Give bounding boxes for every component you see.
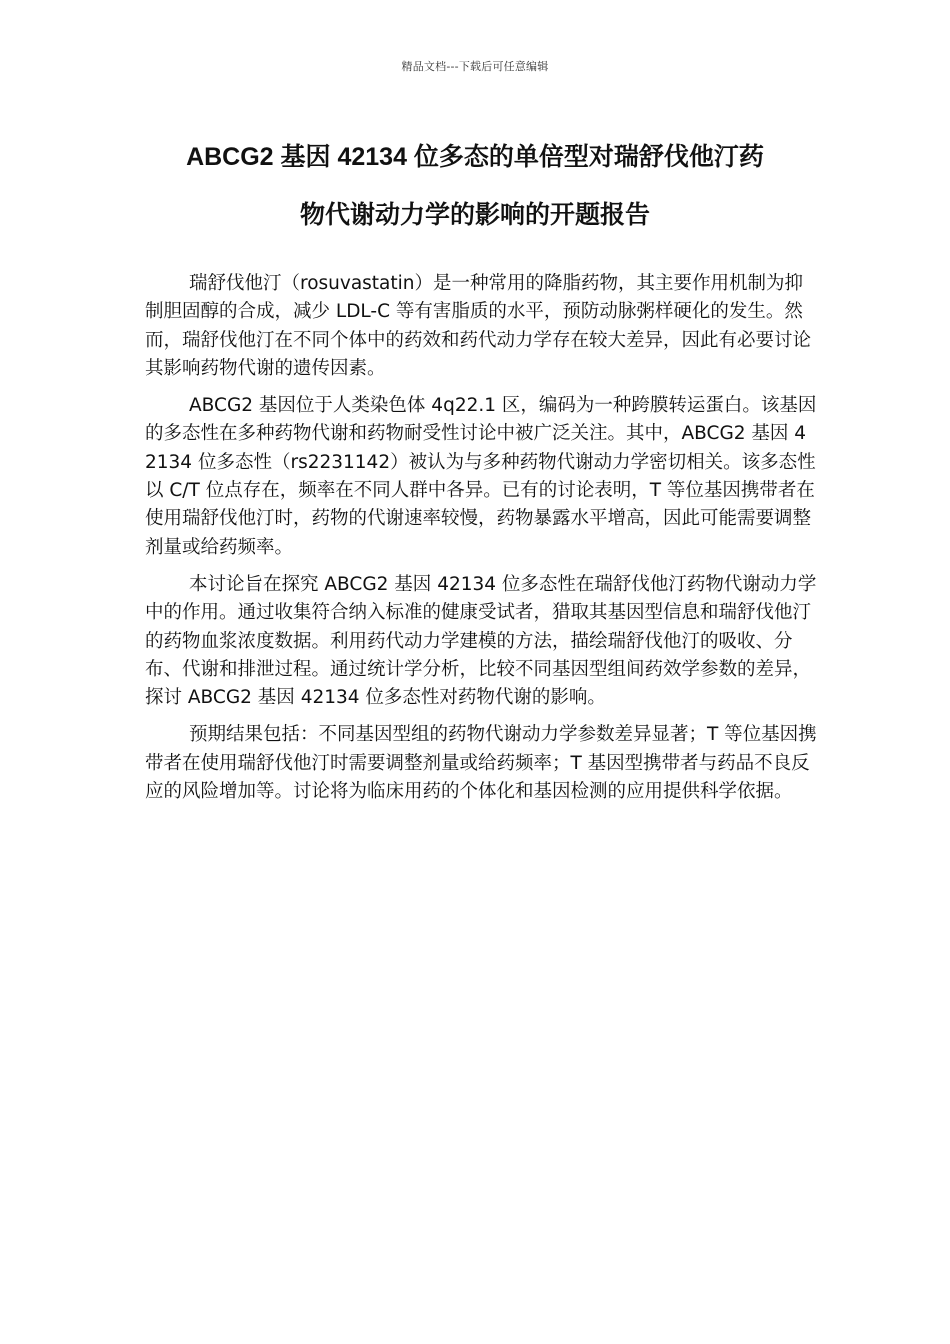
title-line-1: ABCG2 基因 42134 位多态的单倍型对瑞舒伐他汀药 xyxy=(186,143,764,171)
paragraph-gene: ABCG2 基因位于人类染色体 4q22.1 区，编码为一种跨膜转运蛋白。该基因的多态性在多种药物代谢和药物耐受性讨论中被广泛关注。其中，ABCG2 基因 42134 位多态性（rs2231142）被认为与多种药物代谢动力学密切相关。该多态性以 C/T 位点存在，频率在不同人群中各异。已有的讨论表明，T 等位基因携带者在使用瑞舒伐他汀时，药物的代谢速率较慢，药物暴露水平增高，因此可能需要调整剂量或给药频率。 xyxy=(145,395,817,558)
paragraph-intro: 瑞舒伐他汀（rosuvastatin）是一种常用的降脂药物，其主要作用机制为抑制胆固醇的合成，减少 LDL-C 等有害脂质的水平，预防动脉粥样硬化的发生。然而，瑞舒伐他汀在不同个体中的药效和药代动力学存在较大差异，因此有必要讨论其影响药物代谢的遗传因素。 xyxy=(145,273,812,379)
header-note: 精品文档---下载后可任意编辑 xyxy=(401,60,549,73)
paragraph-expected: 预期结果包括：不同基因型组的药物代谢动力学参数差异显著；T 等位基因携带者在使用瑞舒伐他汀时需要调整剂量或给药频率；T 基因型携带者与药品不良反应的风险增加等。讨论将为临床用药的个体化和基因检测的应用提供科学依据。 xyxy=(145,724,817,803)
paragraph-aim: 本讨论旨在探究 ABCG2 基因 42134 位多态性在瑞舒伐他汀药物代谢动力学中的作用。通过收集符合纳入标准的健康受试者，猎取其基因型信息和瑞舒伐他汀的药物血浆浓度数据。利用药代动力学建模的方法，描绘瑞舒伐他汀的吸收、分布、代谢和排泄过程。通过统计学分析，比较不同基因型组间药效学参数的差异，探讨 ABCG2 基因 42134 位多态性对药物代谢的影响。 xyxy=(145,573,817,709)
document-body xyxy=(145,270,817,815)
document-title xyxy=(110,128,840,244)
title-line-2: 物代谢动力学的影响的开题报告 xyxy=(299,201,650,229)
